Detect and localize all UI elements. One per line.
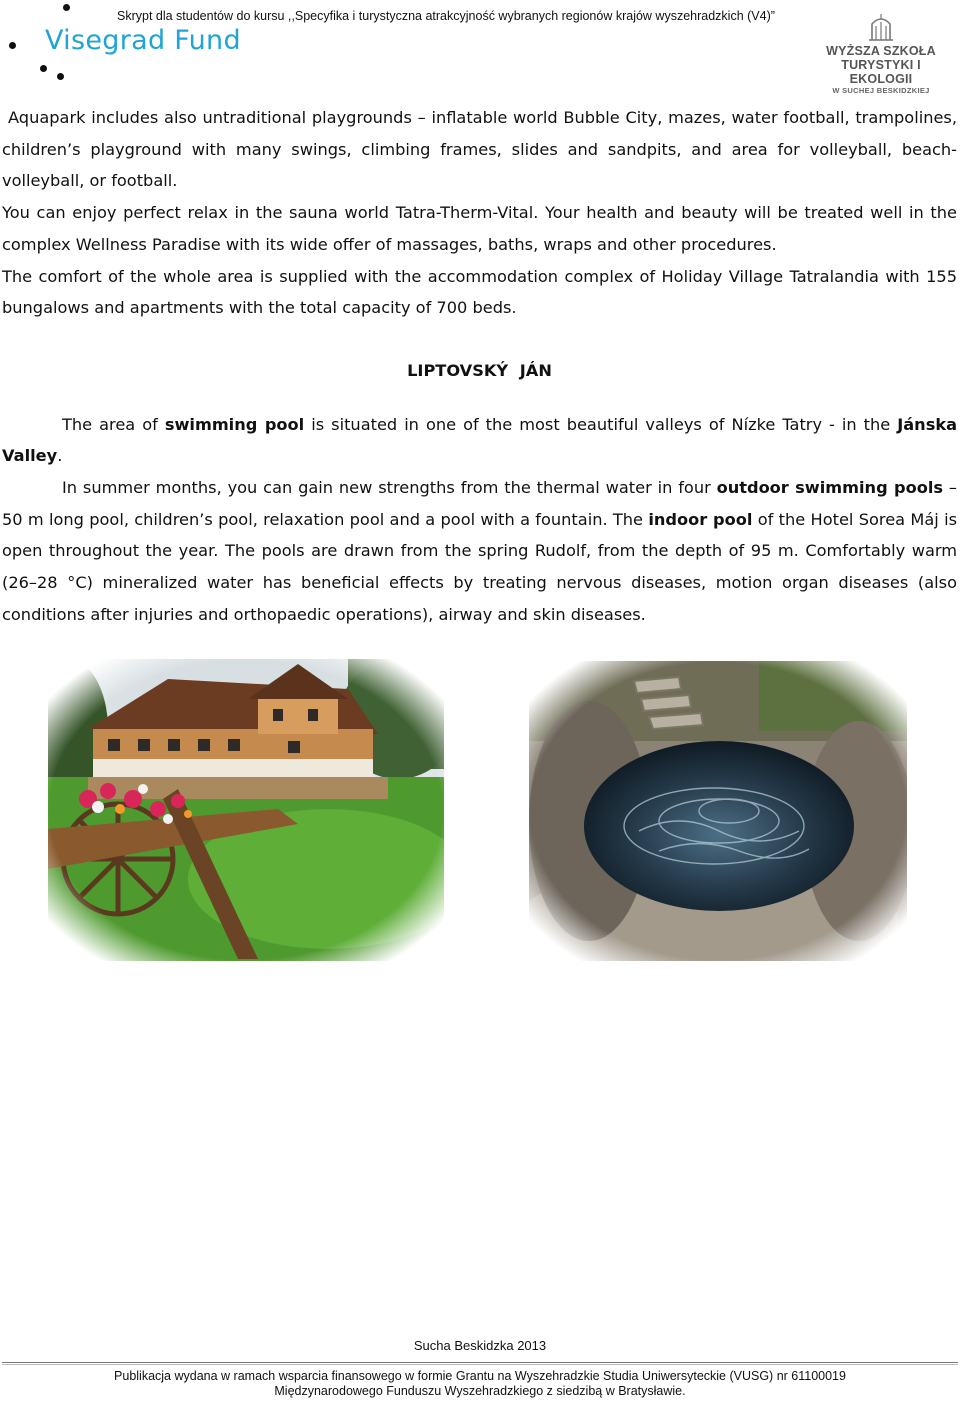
text-run: The area of <box>62 414 165 434</box>
text-run: of the Hotel Sorea Máj is open throughout the year. The pools are drawn from the spring Rudolf, from the depth of 95 m. Comfortably warm (26–28 °C) mineralized water has beneficial effects by treating nervous diseases, motion organ diseases (also conditions after injuries and orthopaedic operations), airway and skin diseases. <box>2 509 958 624</box>
script-title: Skrypt dla studentów do kursu ,,Specyfika i turystyczna atrakcyjność wybranych regionów krajów wyszehradzkich (V4)” <box>117 9 775 23</box>
visegrad-fund-logo: Visegrad Fund <box>45 25 241 56</box>
bold-run: indoor pool <box>648 509 753 529</box>
footer-divider <box>2 1364 958 1365</box>
paragraph-accommodation: The comfort of the whole area is supplied with the accommodation complex of Holiday Village Tatralandia with 155 bungalows and apartments with the total capacity of 700 beds. <box>2 266 957 318</box>
text-run: – 50 m long pool, children’s pool, relaxation pool and a pool with a fountain. The <box>2 478 957 529</box>
footer-line-1: Publikacja wydana w ramach wsparcia finansowego w formie Grantu na Wyszehradzkie Studia Uniwersyteckie (VUSG) nr 61100019 <box>114 1369 846 1383</box>
header-dot <box>9 42 16 49</box>
university-name-line2: TURYSTYKI I EKOLOGII <box>841 58 921 86</box>
university-name-line1: WYŻSZA SZKOŁA <box>826 44 936 58</box>
footer-divider <box>2 1362 958 1363</box>
chalet-photo <box>48 659 444 961</box>
paragraph-swimming-pool <box>2 409 957 472</box>
text-run: . <box>57 446 63 466</box>
text-run: is situated in one of the most beautiful valleys of Nízke Tatry - in the <box>304 414 898 434</box>
paragraph-thermal-water <box>2 472 957 631</box>
section-heading <box>2 355 957 387</box>
section-heading-text: LIPTOVSKÝ JÁN <box>407 360 552 380</box>
footer-funding-note <box>0 1369 960 1399</box>
university-logo <box>812 12 950 96</box>
bold-run: Jánska Valley <box>2 414 958 466</box>
bold-run: swimming pool <box>164 414 305 434</box>
bold-run: outdoor swimming pools <box>716 478 944 498</box>
university-name-line3: W SUCHEJ BESKIDZKIEJ <box>832 86 930 95</box>
text-run: In summer months, you can gain new strengths from the thermal water in four <box>62 478 717 498</box>
page-header <box>0 0 960 95</box>
footer-date-place: Sucha Beskidzka 2013 <box>413 1338 547 1353</box>
paragraph-aquapark: Aquapark includes also untraditional playgrounds – inflatable world Bubble City, mazes, water football, trampolines, children’s playground with many swings, climbing frames, slides and sandpits, and area for volleyball, beach-volleyball, or football. <box>2 108 957 191</box>
header-dot <box>63 4 70 11</box>
header-dot <box>40 65 47 72</box>
thermal-spring-photo <box>529 661 907 961</box>
document-body <box>2 102 957 631</box>
header-dot <box>57 73 64 80</box>
building-icon <box>866 12 896 42</box>
footer-line-2: Międzynarodowego Funduszu Wyszehradzkiego z siedzibą w Bratysławie. <box>274 1384 686 1398</box>
paragraph-sauna: You can enjoy perfect relax in the sauna world Tatra-Therm-Vital. Your health and beauty will be treated well in the complex Wellness Paradise with its wide offer of massages, baths, wraps and other procedures. <box>2 203 957 254</box>
